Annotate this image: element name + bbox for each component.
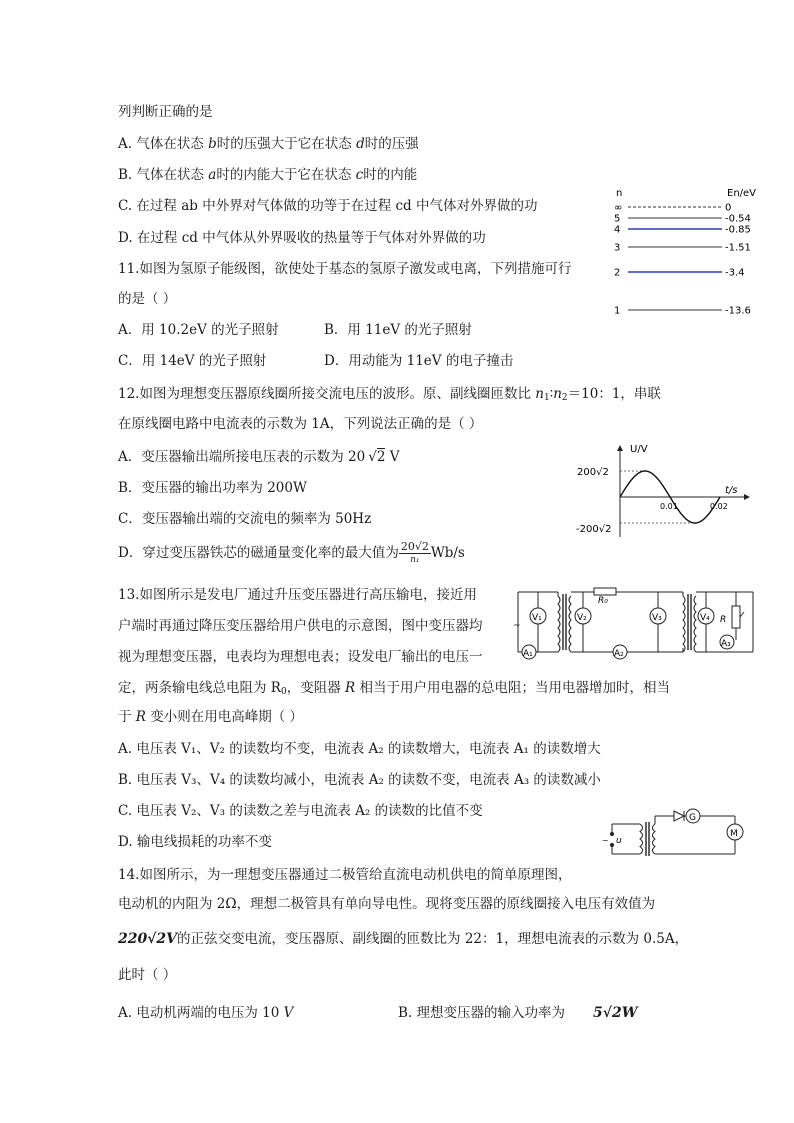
q12-stem-line2: 在原线圈电路中电流表的示数为 1A，下列说法正确的是（ ） xyxy=(118,416,483,432)
y-axis-label: U/V xyxy=(630,444,648,455)
q13-option-d: D. 输电线损耗的功率不变 xyxy=(118,834,272,850)
q10-option-b: B. 气体在状态 a时的内能大于它在状态 c时的内能 xyxy=(118,167,418,183)
level-energy-label: -3.4 xyxy=(725,267,745,279)
a2-label: A₂ xyxy=(614,649,624,659)
y-min-label: -200√2 xyxy=(576,524,612,535)
q14-option-b: B. 理想变压器的输入功率为 5√2W xyxy=(398,1005,638,1021)
level-energy-label: -1.51 xyxy=(725,242,751,254)
q14-stem-line4: 此时（ ） xyxy=(118,967,177,983)
energy-levels xyxy=(614,203,751,317)
q11-stem-line1: 11.如图为氢原子能级图，欲使处于基态的氢原子激发或电离，下列措施可行 xyxy=(118,261,572,277)
q12-option-c: C．变压器输出端的交流电的频率为 50Hz xyxy=(118,511,372,527)
q10-option-d: D. 在过程 cd 中气体从外界吸收的热量等于气体对外界做的功 xyxy=(118,230,486,246)
q11-option-a: A．用 10.2eV 的光子照射 xyxy=(118,322,279,338)
q11-option-d: D．用动能为 11eV 的电子撞击 xyxy=(324,353,514,369)
level-energy-label: 0 xyxy=(725,202,732,214)
q13-option-a: A. 电压表 V₁、V₂ 的读数均不变，电流表 A₂ 的读数增大，电流表 A₁ 的读数增大 xyxy=(118,741,601,757)
diode-motor-circuit xyxy=(600,806,750,866)
m-label: M xyxy=(730,829,738,839)
q11-option-c: C．用 14eV 的光子照射 xyxy=(118,353,267,369)
y-max-label: 200√2 xyxy=(577,467,609,478)
energy-level-diagram xyxy=(608,182,768,322)
svg-text:~: ~ xyxy=(602,836,609,845)
q12-option-b: B．变压器的输出功率为 200W xyxy=(118,480,307,496)
n-label: n xyxy=(616,188,623,199)
level-energy-label: -13.6 xyxy=(725,305,751,317)
x-axis-label: t/s xyxy=(725,485,738,496)
level-energy-label: -0.85 xyxy=(725,224,751,236)
q14-option-a: A. 电动机两端的电压为 10 V xyxy=(118,1005,294,1021)
v1-label: V₁ xyxy=(532,613,542,623)
level-n-label: 2 xyxy=(614,267,621,279)
q14-stem-line3: 220√2V的正弦交变电流，变压器原、副线圈的匝数比为 22：1，理想电流表的示数为 0.5A， xyxy=(118,931,689,947)
svg-text:~: ~ xyxy=(513,621,521,631)
q12-stem-line1: 12.如图为理想变压器原线圈所接交流电压的波形。原、副线圈匝数比 $n_1∶n_2=10$：1，串联 xyxy=(118,386,661,403)
q12-option-d: D．穿过变压器铁芯的磁通量变化率的最大值为 $\frac{20√2}{\text{n₁}}$ Wb/s xyxy=(118,540,465,565)
level-n-label: 5 xyxy=(614,213,621,225)
voltage-waveform-chart xyxy=(574,440,754,550)
g-label: G xyxy=(689,813,696,823)
level-n-label: 1 xyxy=(614,305,621,317)
q11-stem-line2: 的是（ ） xyxy=(118,291,177,307)
a3-label: A₃ xyxy=(721,639,731,649)
en-label: En/eV xyxy=(727,188,757,199)
tick-label-0.02: 0.02 xyxy=(710,502,728,511)
q10-tail: 列判断正确的是 xyxy=(118,104,213,120)
level-n-label: 3 xyxy=(614,242,621,254)
q10-option-c: C. 在过程 ab 中外界对气体做的功等于在过程 cd 中气体对外界做的功 xyxy=(118,198,538,214)
r-label: R xyxy=(720,615,727,625)
v3-label: V₃ xyxy=(652,613,662,623)
q12-option-a: A．变压器输出端所接电压表的示数为 20 √2 V xyxy=(118,449,400,465)
q13-stem-line2: 户端时再通过降压变压器给用户供电的示意图，图中变压器均 xyxy=(118,618,483,634)
q13-stem-line1: 13.如图所示是发电厂通过升压变压器进行高压输电，接近用 xyxy=(118,587,477,603)
level-n-label: 4 xyxy=(614,224,621,236)
q13-stem-line4: 定，两条输电线总电阻为 $R_0$，变阻器 R 相当于用户用电器的总电阻；当用电器增加时，相当 xyxy=(118,680,670,697)
level-n-label: ∞ xyxy=(614,202,623,214)
v2-label: V₂ xyxy=(577,613,587,623)
a1-label: A₁ xyxy=(523,649,533,659)
q13-option-c: C. 电压表 V₂、V₃ 的读数之差与电流表 A₂ 的读数的比值不变 xyxy=(118,803,483,819)
q14-stem-line2: 电动机的内阻为 2Ω，理想二极管具有单向导电性。现将变压器的原线圈接入电压有效值为 xyxy=(118,896,656,912)
q13-stem-line5: 于 R 变小则在用电高峰期（ ） xyxy=(118,709,304,725)
q13-stem-line3: 视为理想变压器，电表均为理想电表；设发电厂输出的电压一 xyxy=(118,649,483,665)
u-label: u xyxy=(616,836,622,846)
power-transmission-circuit xyxy=(508,582,758,662)
level-energy-label: -0.54 xyxy=(725,213,751,225)
v4-label: V₄ xyxy=(700,613,710,623)
q10-option-a: A. 气体在状态 b时的压强大于它在状态 d时的压强 xyxy=(118,136,419,152)
q11-option-b: B．用 11eV 的光子照射 xyxy=(324,322,472,338)
q13-option-b: B. 电压表 V₃、V₄ 的读数均减小，电流表 A₂ 的读数不变，电流表 A₃ 的读数减小 xyxy=(118,772,601,788)
tick-label-0.01: 0.01 xyxy=(660,502,678,511)
q14-stem-line1: 14.如图所示，为一理想变压器通过二极管给直流电动机供电的简单原理图， xyxy=(118,867,572,883)
r0-label: R₀ xyxy=(598,596,608,606)
